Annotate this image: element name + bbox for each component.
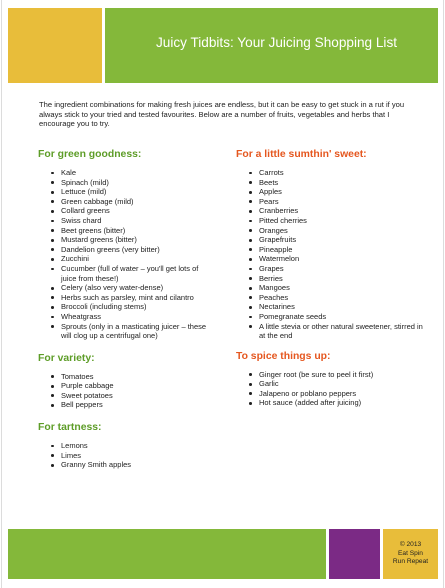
- list-item: [236, 168, 426, 178]
- list-item: [38, 312, 210, 322]
- bullet-icon: [249, 172, 252, 175]
- list-item: [38, 451, 210, 461]
- header-green-banner: [105, 8, 438, 83]
- list-item-text: Mustard greens (bitter): [61, 235, 137, 245]
- list-item: [236, 283, 426, 293]
- bullet-icon: [249, 316, 252, 319]
- list-item: [38, 391, 210, 401]
- list-item-text: Sweet potatoes: [61, 390, 113, 400]
- list-item: [236, 264, 426, 274]
- list-item-text: Spinach (mild): [61, 177, 109, 187]
- section-green-goodness: [38, 148, 210, 341]
- list-item-text: Oranges: [259, 225, 288, 235]
- right-column: [236, 148, 426, 408]
- list-item: [236, 398, 426, 408]
- section-variety: [38, 352, 210, 410]
- list-item: [236, 245, 426, 255]
- list-item-text: Nectarines: [259, 302, 295, 312]
- bullet-icon: [51, 394, 54, 397]
- footer-brand-line2: Run Repeat: [392, 558, 429, 566]
- list-item-text: Green cabbage (mild): [61, 196, 134, 206]
- list-spice: [236, 370, 426, 408]
- list-item-text: Apples: [259, 187, 282, 197]
- list-item: [38, 178, 210, 188]
- bullet-icon: [51, 229, 54, 232]
- header-yellow-block: [8, 8, 102, 83]
- section-spice: [236, 350, 426, 408]
- list-item: [38, 264, 210, 283]
- bullet-icon: [51, 454, 54, 457]
- footer-purple-block: [329, 529, 380, 579]
- list-item: [38, 293, 210, 303]
- list-item: [38, 283, 210, 293]
- page-border-right: [443, 0, 444, 588]
- bullet-icon: [51, 191, 54, 194]
- list-item: [236, 293, 426, 303]
- bullet-icon: [249, 373, 252, 376]
- section-heading-variety: For variety:: [38, 352, 95, 364]
- list-item: [236, 302, 426, 312]
- list-item-text: Dandelion greens (very bitter): [61, 244, 160, 254]
- list-item: [38, 197, 210, 207]
- list-item: [38, 372, 210, 382]
- intro-paragraph: The ingredient combinations for making fresh juices are endless, but it can be easy to get stuck in a rut if you always stick to your tried and tested favourites. Below are a number of fruits, vegetables and herbs that I encourage you to try.: [39, 100, 405, 129]
- list-item: [38, 400, 210, 410]
- bullet-icon: [51, 268, 54, 271]
- list-item: [38, 206, 210, 216]
- list-item-text: Cranberries: [259, 206, 299, 216]
- bullet-icon: [249, 181, 252, 184]
- list-item: [38, 235, 210, 245]
- bullet-icon: [51, 316, 54, 319]
- list-item-text: Broccoli (including stems): [61, 302, 147, 312]
- list-item-text: Berries: [259, 273, 283, 283]
- section-heading-tartness: For tartness:: [38, 422, 102, 434]
- section-heading-green-goodness: For green goodness:: [38, 149, 142, 160]
- list-item: [38, 245, 210, 255]
- list-item-text: Beets: [259, 177, 279, 187]
- bullet-icon: [51, 172, 54, 175]
- bullet-icon: [249, 392, 252, 395]
- list-item-text: Pears: [259, 196, 279, 206]
- bullet-icon: [51, 375, 54, 378]
- bullet-icon: [249, 402, 252, 405]
- list-item: [38, 441, 210, 451]
- list-item: [38, 216, 210, 226]
- bullet-icon: [249, 325, 252, 328]
- list-variety: [38, 372, 210, 410]
- list-item: [38, 226, 210, 236]
- bullet-icon: [51, 464, 54, 467]
- list-item-text: Purple cabbage: [61, 381, 114, 391]
- bullet-icon: [249, 229, 252, 232]
- section-heading-spice: To spice things up:: [236, 350, 331, 362]
- list-item: [236, 178, 426, 188]
- list-item: [236, 235, 426, 245]
- list-item: [236, 370, 426, 380]
- list-item-text: Lettuce (mild): [61, 187, 107, 197]
- list-item: [236, 206, 426, 216]
- bullet-icon: [51, 385, 54, 388]
- bullet-icon: [51, 445, 54, 448]
- list-item-text: Garlic: [259, 379, 279, 389]
- bullet-icon: [51, 287, 54, 290]
- list-item: [236, 379, 426, 389]
- list-item: [236, 216, 426, 226]
- bullet-icon: [249, 306, 252, 309]
- footer-copyright: © 2013: [399, 541, 422, 549]
- list-green-goodness: [38, 168, 210, 341]
- list-sweet: [236, 168, 426, 341]
- bullet-icon: [249, 287, 252, 290]
- list-item: [236, 274, 426, 284]
- list-item: [38, 302, 210, 312]
- list-item-text: Tomatoes: [61, 371, 94, 381]
- list-item-text: Peaches: [259, 292, 289, 302]
- bullet-icon: [51, 325, 54, 328]
- list-item-text: Zucchini: [61, 254, 89, 264]
- list-item-text: Pomegranate seeds: [259, 311, 327, 321]
- list-item-text: Hot sauce (added after juicing): [259, 398, 362, 408]
- section-tartness: [38, 421, 210, 470]
- list-item-text: Cucumber (full of water – you'll get lots of juice from these!): [61, 263, 199, 283]
- list-item-text: Bell peppers: [61, 400, 103, 410]
- list-item-text: Grapes: [259, 263, 284, 273]
- list-item-text: Mangoes: [259, 283, 290, 293]
- list-item: [236, 197, 426, 207]
- list-item: [236, 322, 426, 341]
- bullet-icon: [249, 296, 252, 299]
- bullet-icon: [249, 268, 252, 271]
- footer-green-block: [8, 529, 326, 579]
- list-item-text: Lemons: [61, 441, 88, 451]
- page-title: Juicy Tidbits: Your Juicing Shopping List: [155, 35, 398, 50]
- bullet-icon: [249, 220, 252, 223]
- footer-brand-line1: Eat Spin: [398, 549, 423, 557]
- list-item-text: Swiss chard: [61, 215, 102, 225]
- list-item: [38, 187, 210, 197]
- bullet-icon: [249, 191, 252, 194]
- bullet-icon: [249, 210, 252, 213]
- bullet-icon: [51, 200, 54, 203]
- bullet-icon: [51, 239, 54, 242]
- list-item-text: A little stevia or other natural sweetener, stirred in at the end: [259, 321, 423, 341]
- footer-copyright-block: [383, 529, 438, 579]
- bullet-icon: [51, 210, 54, 213]
- list-item-text: Ginger root (be sure to peel it first): [259, 369, 374, 379]
- list-item-text: Granny Smith apples: [61, 460, 132, 470]
- list-item-text: Celery (also very water-dense): [61, 283, 164, 293]
- section-sweet: [236, 148, 426, 341]
- list-item-text: Kale: [61, 168, 77, 177]
- list-item: [38, 460, 210, 470]
- list-item: [236, 312, 426, 322]
- list-item-text: Watermelon: [259, 254, 300, 264]
- list-item: [236, 226, 426, 236]
- left-column: [38, 148, 210, 470]
- bullet-icon: [249, 248, 252, 251]
- list-item-text: Pitted cherries: [259, 215, 307, 225]
- list-tartness: [38, 441, 210, 470]
- list-item-text: Collard greens: [61, 206, 110, 216]
- list-item-text: Wheatgrass: [61, 311, 102, 321]
- bullet-icon: [249, 239, 252, 242]
- bullet-icon: [249, 277, 252, 280]
- bullet-icon: [249, 200, 252, 203]
- list-item-text: Carrots: [259, 168, 284, 177]
- list-item-text: Herbs such as parsley, mint and cilantro: [61, 292, 194, 302]
- list-item: [38, 254, 210, 264]
- bullet-icon: [51, 220, 54, 223]
- bullet-icon: [51, 404, 54, 407]
- list-item-text: Pineapple: [259, 244, 293, 254]
- page-border-left: [1, 0, 2, 588]
- list-item-text: Beet greens (bitter): [61, 225, 126, 235]
- bullet-icon: [51, 296, 54, 299]
- list-item: [236, 187, 426, 197]
- list-item-text: Grapefruits: [259, 235, 297, 245]
- list-item: [38, 381, 210, 391]
- list-item: [38, 168, 210, 178]
- bullet-icon: [51, 248, 54, 251]
- list-item: [236, 389, 426, 399]
- list-item-text: Jalapeno or poblano peppers: [259, 388, 357, 398]
- bullet-icon: [51, 181, 54, 184]
- list-item-text: Limes: [61, 450, 82, 460]
- bullet-icon: [249, 258, 252, 261]
- list-item: [236, 254, 426, 264]
- bullet-icon: [51, 258, 54, 261]
- bullet-icon: [249, 383, 252, 386]
- list-item: [38, 322, 210, 341]
- section-heading-sweet: For a little sumthin' sweet:: [236, 149, 367, 160]
- bullet-icon: [51, 306, 54, 309]
- list-item-text: Sprouts (only in a masticating juicer – these will clog up a centrifugal one): [61, 321, 207, 341]
